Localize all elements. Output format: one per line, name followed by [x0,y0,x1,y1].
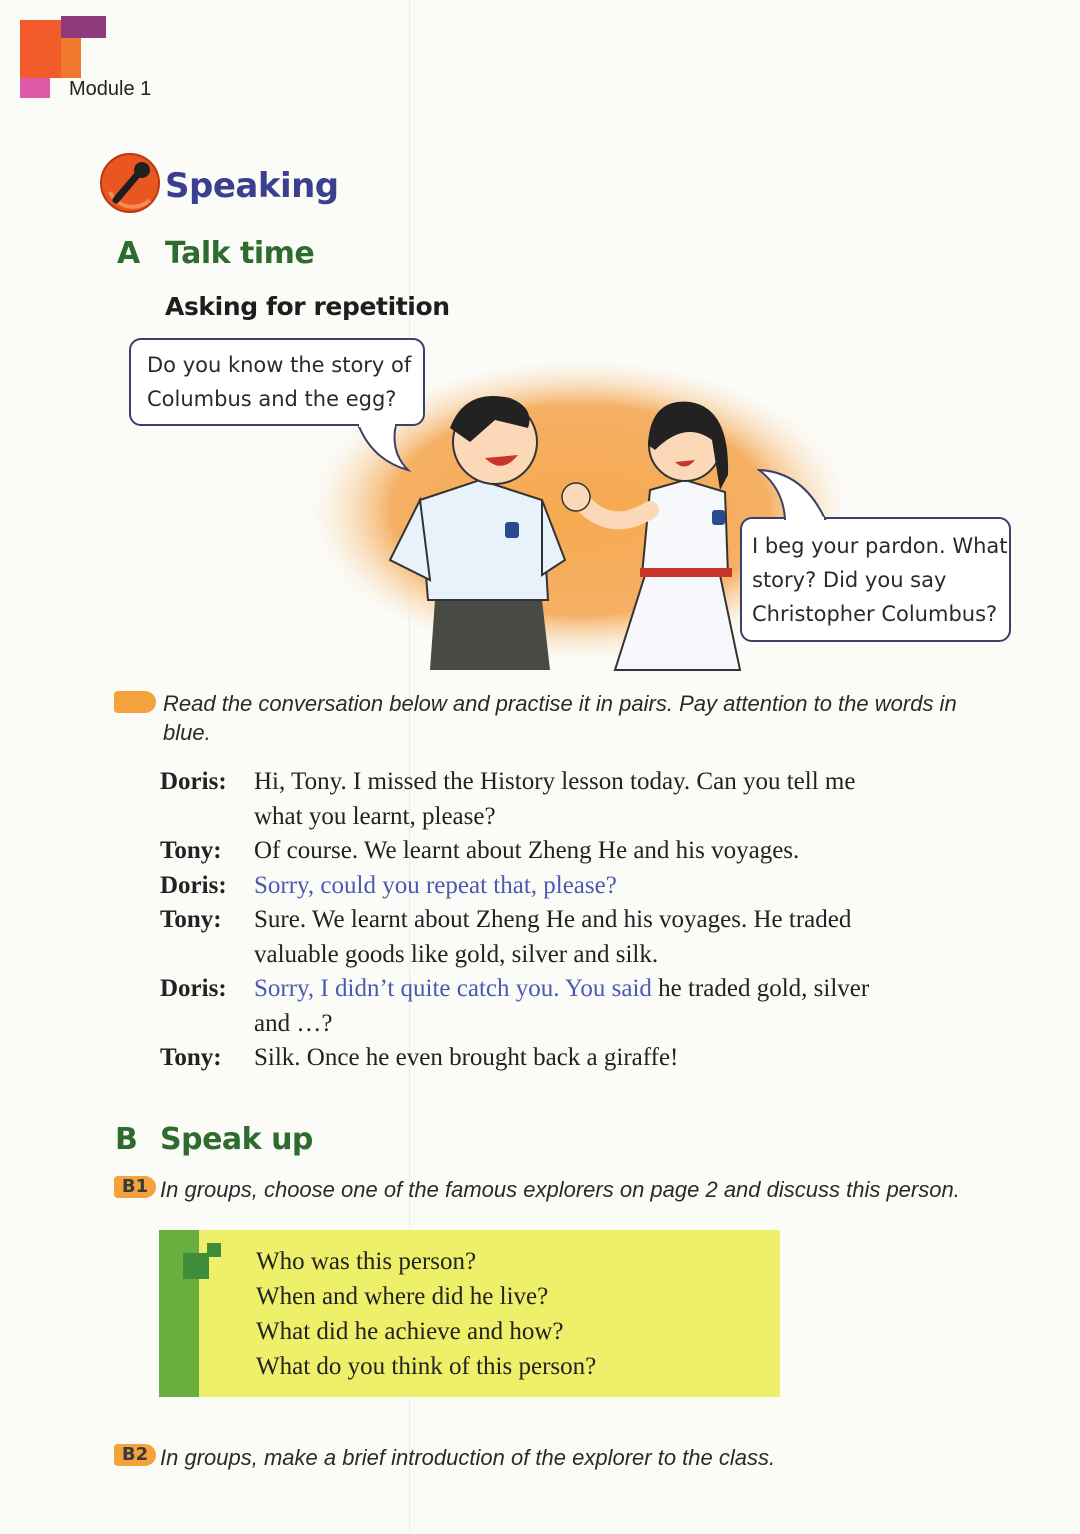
bubble-tony-line2: Columbus and the egg? [147,387,397,411]
dialogue [160,765,1000,1076]
speaker: Tony: [160,837,222,864]
dialogue-line-blue: Sorry, could you repeat that, please? [254,871,617,899]
module-label: Module 1 [69,78,152,100]
speech-bubble-tony [129,338,425,426]
b2-tag: B2 [114,1444,156,1466]
section-a-title: Talk time [165,236,315,271]
question-item: What do you think of this person? [256,1353,597,1380]
question-box-squares [183,1243,225,1281]
dialogue-row [160,869,1000,904]
dialogue-line: he traded gold, silver [658,975,870,1002]
dialogue-line: what you learnt, please? [254,802,496,830]
dialogue-line: Sure. We learnt about Zheng He and his voyages. He traded [254,906,852,933]
instruction-line2: blue. [163,720,211,745]
speech-bubble-doris [740,517,1011,642]
section-a-letter: A [117,236,141,271]
bubble-doris-line2: story? Did you say [752,568,947,592]
section-a-subtitle: Asking for repetition [165,292,450,321]
speaker: Doris: [160,871,227,899]
dialogue-row [160,972,1000,1041]
question-item: What did he achieve and how? [256,1318,564,1345]
instruction-tag [114,691,156,713]
instruction-text [163,689,1003,747]
question-item: When and where did he live? [256,1283,549,1310]
dialogue-line: valuable goods like gold, silver and silk. [254,940,659,968]
section-b-title: Speak up [160,1122,313,1157]
bubble-doris-line1: I beg your pardon. What [752,534,1008,558]
question-list [256,1244,596,1384]
b2-text: In groups, make a brief introduction of the explorer to the class. [160,1445,776,1470]
dialogue-line: Silk. Once he even brought back a giraffe! [254,1044,679,1071]
dialogue-line: Hi, Tony. I missed the History lesson today. Can you tell me [254,768,856,795]
instruction-line1: Read the conversation below and practise it in pairs. Pay attention to the words in [163,691,957,716]
dialogue-line: Of course. We learnt about Zheng He and his voyages. [254,837,800,864]
dialogue-line: and …? [254,1009,333,1037]
bubble-tony-line1: Do you know the story of [147,353,412,377]
speaker: Tony: [160,1044,222,1071]
question-item: Who was this person? [256,1248,477,1275]
microphone-icon [100,152,162,214]
speaker: Tony: [160,906,222,933]
speech-bubble-tail-tony [350,424,412,474]
dialogue-row [160,765,1000,834]
speaker: Doris: [160,768,227,795]
dialogue-row [160,1041,1000,1076]
dialogue-line-blue: Sorry, I didn’t quite catch you. You said [254,975,652,1002]
b1-text: In groups, choose one of the famous explorers on page 2 and discuss this person. [160,1177,960,1202]
dialogue-row [160,903,1000,972]
section-b-letter: B [115,1122,138,1157]
dialogue-row [160,834,1000,869]
b1-tag: B1 [114,1176,156,1198]
speech-bubble-tail-doris [757,468,831,520]
bubble-doris-line3: Christopher Columbus? [752,602,998,626]
speaking-title: Speaking [165,166,339,206]
speaker: Doris: [160,975,227,1002]
